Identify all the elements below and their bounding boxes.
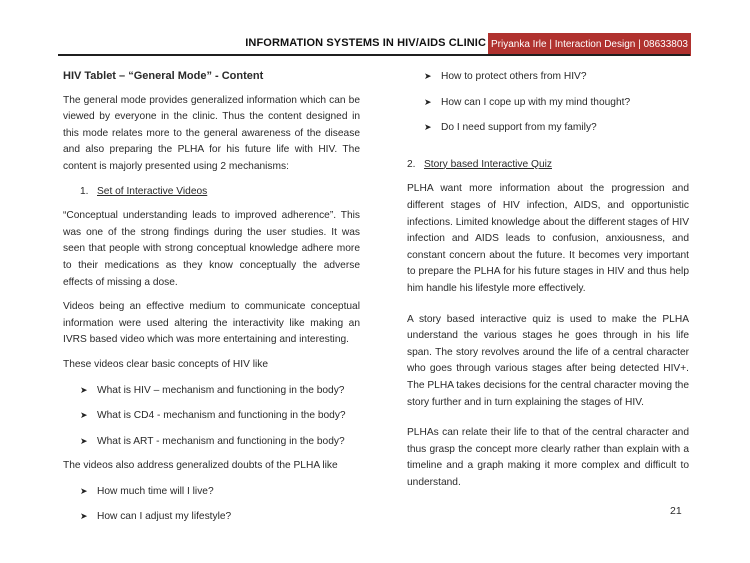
list-item: ➤ What is CD4 - mechanism and functioning in the body? (63, 407, 360, 425)
numbered-item-title: Story based Interactive Quiz (424, 158, 552, 170)
list-item: ➤ How much time will I live? (63, 483, 360, 501)
header-badge: Priyanka Irle | Interaction Design | 08633803 (488, 33, 691, 56)
number-label: 1. (80, 185, 89, 197)
list-item: ➤ Do I need support from my family? (407, 119, 689, 137)
header-title: INFORMATION SYSTEMS IN HIV/AIDS CLINIC (245, 37, 486, 49)
arrow-bullet-icon: ➤ (80, 384, 88, 395)
right-column (407, 68, 689, 491)
arrow-bullet-icon: ➤ (424, 96, 432, 107)
concepts-intro: These videos clear basic concepts of HIV like (63, 358, 268, 370)
numbered-item-title: Set of Interactive Videos (97, 185, 208, 197)
quote-paragraph: “Conceptual understanding leads to improved adherence”. This was one of the strong findings during the user studies. It was seen that people with strong conceptual knowledge adhere more to their medications as they know conceptually the adverse effects of missing a dose. (63, 210, 360, 288)
arrow-bullet-icon: ➤ (80, 485, 88, 496)
quiz-paragraph-3: PLHAs can relate their life to that of the central character and thus grasp the concept more clearly rather than explain with a timeline and a graph making it more complex and difficult to understand. (407, 427, 689, 488)
list-item: ➤ How can I cope up with my mind thought? (407, 94, 689, 112)
arrow-bullet-icon: ➤ (80, 435, 88, 446)
numbered-item-1 (63, 184, 360, 201)
doubts-intro: The videos also address generalized doubts of the PLHA like (63, 460, 338, 472)
section-heading: HIV Tablet – “General Mode” - Content (63, 70, 264, 82)
left-column (63, 68, 360, 526)
list-item: ➤ How can I adjust my lifestyle? (63, 508, 360, 526)
numbered-item-2 (407, 157, 689, 174)
list-item: ➤ How to protect others from HIV? (407, 68, 689, 86)
list-item: ➤ What is ART - mechanism and functioning in the body? (63, 433, 360, 451)
intro-paragraph: The general mode provides generalized information which can be viewed by everyone in the clinic. Thus the content designed in this mode relates more to the general awareness of the disease and also preparing the PLHA for his future life with HIV. The content is majorly presented using 2 mechanisms: (63, 94, 360, 172)
arrow-bullet-icon: ➤ (80, 410, 88, 421)
quiz-paragraph-1: PLHA want more information about the progression and different stages of HIV infection, AIDS, and opportunistic infections. Limited knowledge about the different stages of HIV infection and AIDS leads to confusion, anxiousness, and constant concern about the future. It becomes very important to prepare the PLHA for his future stages in HIV and thus help him handle his lifestyle more effectively. (407, 183, 689, 294)
header-divider (58, 54, 690, 56)
arrow-bullet-icon: ➤ (424, 122, 432, 133)
number-label: 2. (407, 158, 416, 170)
list-item: ➤ What is HIV – mechanism and functioning in the body? (63, 382, 360, 400)
quiz-paragraph-2: A story based interactive quiz is used to make the PLHA understand the various stages he goes through in his life span. The story revolves around the life of a central character who goes through various stages after being detected HIV+. The PLHA takes decisions for the central character moving the story further and in turn explaining the stages of HIV. (407, 313, 689, 408)
arrow-bullet-icon: ➤ (80, 511, 88, 522)
videos-paragraph: Videos being an effective medium to communicate conceptual information were used altering the interactivity like making an IVRS based video which was more entertaining and interesting. (63, 301, 360, 346)
arrow-bullet-icon: ➤ (424, 71, 432, 81)
page-header (0, 0, 750, 60)
page-number: 21 (670, 505, 682, 517)
